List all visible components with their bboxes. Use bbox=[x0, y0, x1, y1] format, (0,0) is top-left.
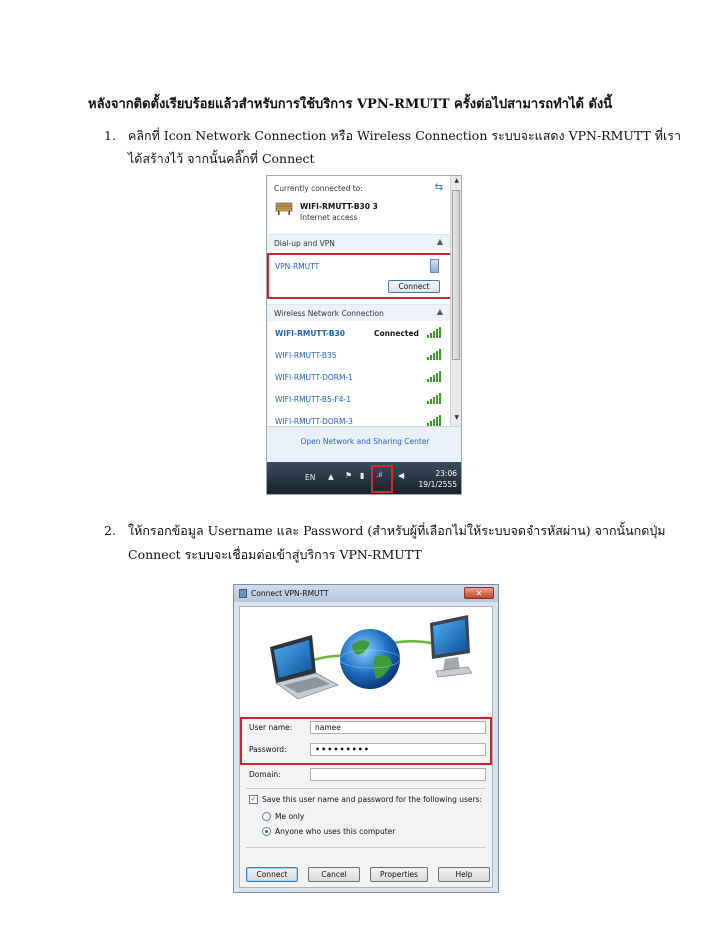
dialup-section-label: Dial-up and VPN bbox=[274, 239, 335, 248]
step-2 bbox=[104, 520, 704, 566]
vpn-connection-name[interactable]: VPN-RMUTT bbox=[275, 262, 320, 271]
username-input[interactable]: namee bbox=[310, 721, 486, 734]
divider bbox=[246, 847, 486, 848]
language-indicator[interactable]: EN bbox=[305, 473, 316, 482]
step-line: ได้สร้างไว้ จากนั้นคลิ๊กที่ Connect bbox=[128, 151, 315, 166]
wireless-section-header[interactable] bbox=[267, 304, 453, 321]
taskbar-clock[interactable] bbox=[419, 468, 457, 490]
signal-strength-icon bbox=[425, 393, 441, 404]
me-only-label: Me only bbox=[275, 812, 305, 821]
wireless-section-label: Wireless Network Connection bbox=[274, 309, 384, 318]
wifi-network-item[interactable]: WIFI-RMUTT-B30 bbox=[275, 329, 345, 338]
collapse-icon: ▲ bbox=[436, 237, 443, 246]
volume-icon[interactable]: ◀ bbox=[398, 471, 405, 480]
dialog-content bbox=[239, 606, 493, 888]
step-line: คลิกที่ Icon Network Connection หรือ Wireless Connection ระบบจะแสดง VPN-RMUTT ที่เรา bbox=[128, 128, 682, 143]
open-network-sharing-center-link[interactable]: Open Network and Sharing Center bbox=[300, 437, 430, 446]
show-hidden-icons-icon[interactable]: ▲ bbox=[328, 472, 334, 481]
vpn-connect-button[interactable]: Connect bbox=[388, 280, 440, 293]
wifi-network-item[interactable]: WIFI-RMUTT-B35 bbox=[275, 351, 337, 360]
step-line: Connect ระบบจะเชื่อมต่อเข้าสู่บริการ VPN-RMUTT bbox=[128, 547, 422, 562]
anyone-radio[interactable] bbox=[262, 827, 271, 836]
username-label: User name: bbox=[249, 723, 293, 732]
network-flyout bbox=[266, 175, 462, 495]
signal-strength-icon bbox=[425, 327, 441, 338]
scroll-down-icon[interactable]: ▼ bbox=[454, 414, 459, 421]
properties-button[interactable]: Properties bbox=[370, 867, 428, 882]
current-network-name: WIFI-RMUTT-B30 3 bbox=[300, 202, 378, 211]
scrollbar-thumb[interactable] bbox=[452, 190, 460, 360]
signal-strength-icon bbox=[425, 371, 441, 382]
collapse-icon: ▲ bbox=[436, 307, 443, 316]
current-network-status: Internet access bbox=[300, 213, 358, 222]
help-button[interactable]: Help bbox=[438, 867, 490, 882]
currently-connected-label: Currently connected to: bbox=[274, 184, 363, 193]
divider bbox=[246, 788, 486, 789]
document-heading: หลังจากติดตั้งเรียบร้อยแล้วสำหรับการใช้บริการ VPN-RMUTT ครั้งต่อไปสามารถทำได้ ดังนี้ bbox=[88, 97, 613, 112]
connect-vpn-dialog bbox=[233, 584, 499, 893]
password-label: Password: bbox=[249, 745, 287, 754]
dialog-title-bar[interactable] bbox=[234, 585, 498, 602]
network-bench-icon bbox=[275, 201, 293, 215]
flyout-scrollbar[interactable] bbox=[450, 176, 461, 426]
dialog-window-icon bbox=[239, 589, 247, 598]
step-line: ให้กรอกข้อมูล Username และ Password (สำหรับผู้ที่เลือกไม่ให้ระบบจดจำรหัสผ่าน) จากนั้นกดปุ่ม bbox=[128, 523, 666, 538]
taskbar bbox=[267, 462, 462, 495]
save-credentials-checkbox[interactable]: ✓ bbox=[250, 795, 257, 803]
globe-icon bbox=[340, 629, 400, 689]
current-connection-panel bbox=[267, 176, 461, 228]
flyout-footer bbox=[267, 426, 462, 463]
scroll-up-icon[interactable]: ▲ bbox=[454, 177, 459, 184]
anyone-label: Anyone who uses this computer bbox=[275, 827, 396, 836]
wifi-network-item[interactable]: WIFI-RMUTT-DORM-1 bbox=[275, 373, 353, 382]
network-tray-highlight-box bbox=[371, 465, 393, 493]
me-only-radio[interactable] bbox=[262, 812, 271, 821]
step-number: 2. bbox=[104, 523, 116, 538]
action-center-flag-icon[interactable]: ⚑ bbox=[345, 471, 353, 480]
dialog-title: Connect VPN-RMUTT bbox=[251, 589, 329, 598]
signal-strength-icon bbox=[425, 349, 441, 360]
domain-label: Domain: bbox=[249, 770, 281, 779]
network-illustration bbox=[240, 607, 492, 713]
step-1 bbox=[104, 125, 684, 171]
save-credentials-label: Save this user name and password for the following users: bbox=[262, 795, 483, 804]
refresh-icon[interactable]: ⇆ bbox=[434, 182, 443, 193]
wifi-network-item[interactable]: WIFI-RMUTT-DORM-3 bbox=[275, 417, 353, 426]
password-input[interactable]: ••••••••• bbox=[310, 743, 486, 756]
vpn-icon bbox=[430, 259, 439, 273]
domain-input[interactable] bbox=[310, 768, 486, 781]
signal-strength-icon bbox=[425, 415, 441, 426]
battery-icon[interactable]: ▮ bbox=[360, 471, 365, 480]
connect-button[interactable]: Connect bbox=[246, 867, 298, 882]
cancel-button[interactable]: Cancel bbox=[308, 867, 360, 882]
close-icon[interactable]: ✕ bbox=[464, 587, 494, 599]
dialup-section-header[interactable] bbox=[267, 234, 453, 251]
desktop-monitor-icon bbox=[430, 615, 472, 677]
wifi-network-status: Connected bbox=[374, 329, 419, 338]
wifi-network-item[interactable]: WIFI-RMUTT-B5-F4-1 bbox=[275, 395, 351, 404]
laptop-icon bbox=[270, 635, 338, 699]
clock-date: 19/1/2555 bbox=[418, 480, 457, 489]
network-tray-icon[interactable]: .ıl bbox=[376, 471, 383, 479]
step-number: 1. bbox=[104, 128, 116, 143]
clock-time: 23:06 bbox=[435, 469, 457, 478]
